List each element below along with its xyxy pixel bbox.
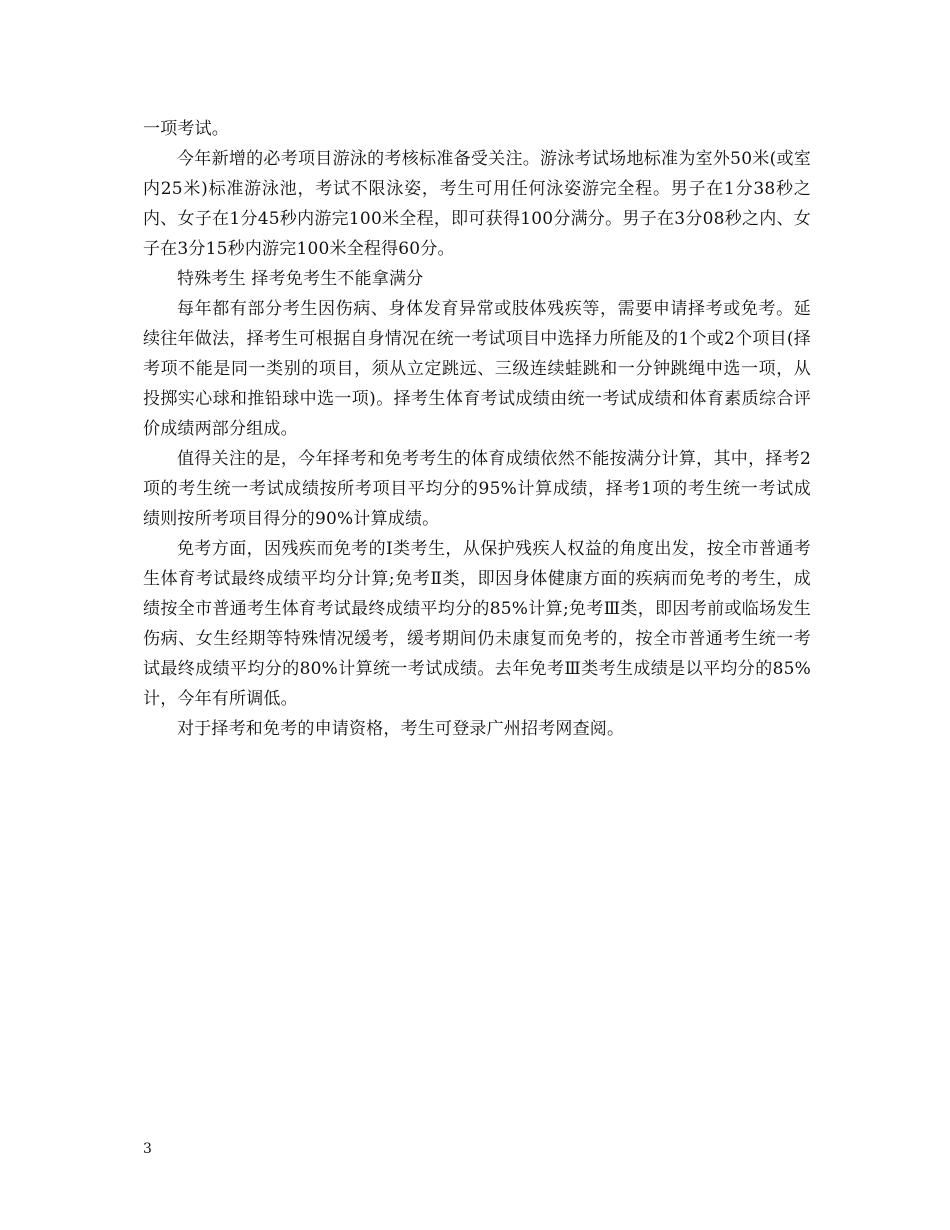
paragraph-exemption-categories: 免考方面，因残疾而免考的Ⅰ类考生，从保护残疾人权益的角度出发，按全市普通考生体育考试最终成绩平均分计算;免考Ⅱ类，即因身体健康方面的疾病而免考的考生，成绩按全市普通考生体育考试最终成绩平均分的85%计算;免考Ⅲ类，即因考前或临场发生伤病、女生经期等特殊情况缓考，缓考期间仍未康复而免考的，按全市普通考生统一考试最终成绩平均分的80%计算统一考试成绩。去年免考Ⅲ类考生成绩是以平均分的85%计，今年有所调低。 (143, 539, 811, 709)
paragraph-application-info: 对于择考和免考的申请资格，考生可登录广州招考网查阅。 (177, 719, 625, 739)
page-number: 3 (143, 1141, 152, 1157)
paragraph-optional-exam: 每年都有部分考生因伤病、身体发育异常或肢体残疾等，需要申请择考或免考。延续往年做法，择考生可根据自身情况在统一考试项目中选择力所能及的1个或2个项目(择考项不能是同一类别的项目，须从立定跳远、三级连续蛙跳和一分钟跳绳中选一项，从投掷实心球和推铅球中选一项)。择考生体育考试成绩由统一考试成绩和体育素质综合评价成绩两部分组成。 (143, 299, 811, 439)
paragraph-continuation: 一项考试。 (143, 119, 229, 139)
document-body (143, 114, 811, 744)
section-heading-special-candidates: 特殊考生 择考免考生不能拿满分 (177, 269, 424, 289)
paragraph-score-calculation: 值得关注的是，今年择考和免考考生的体育成绩依然不能按满分计算，其中，择考2项的考生统一考试成绩按所考项目平均分的95%计算成绩，择考1项的考生统一考试成绩则按所考项目得分的90%计算成绩。 (143, 449, 811, 529)
paragraph-swimming-standard: 今年新增的必考项目游泳的考核标准备受关注。游泳考试场地标准为室外50米(或室内25米)标准游泳池，考试不限泳姿，考生可用任何泳姿游完全程。男子在1分38秒之内、女子在1分45秒内游完100米全程，即可获得100分满分。男子在3分08秒之内、女子在3分15秒内游完100米全程得60分。 (143, 149, 811, 259)
